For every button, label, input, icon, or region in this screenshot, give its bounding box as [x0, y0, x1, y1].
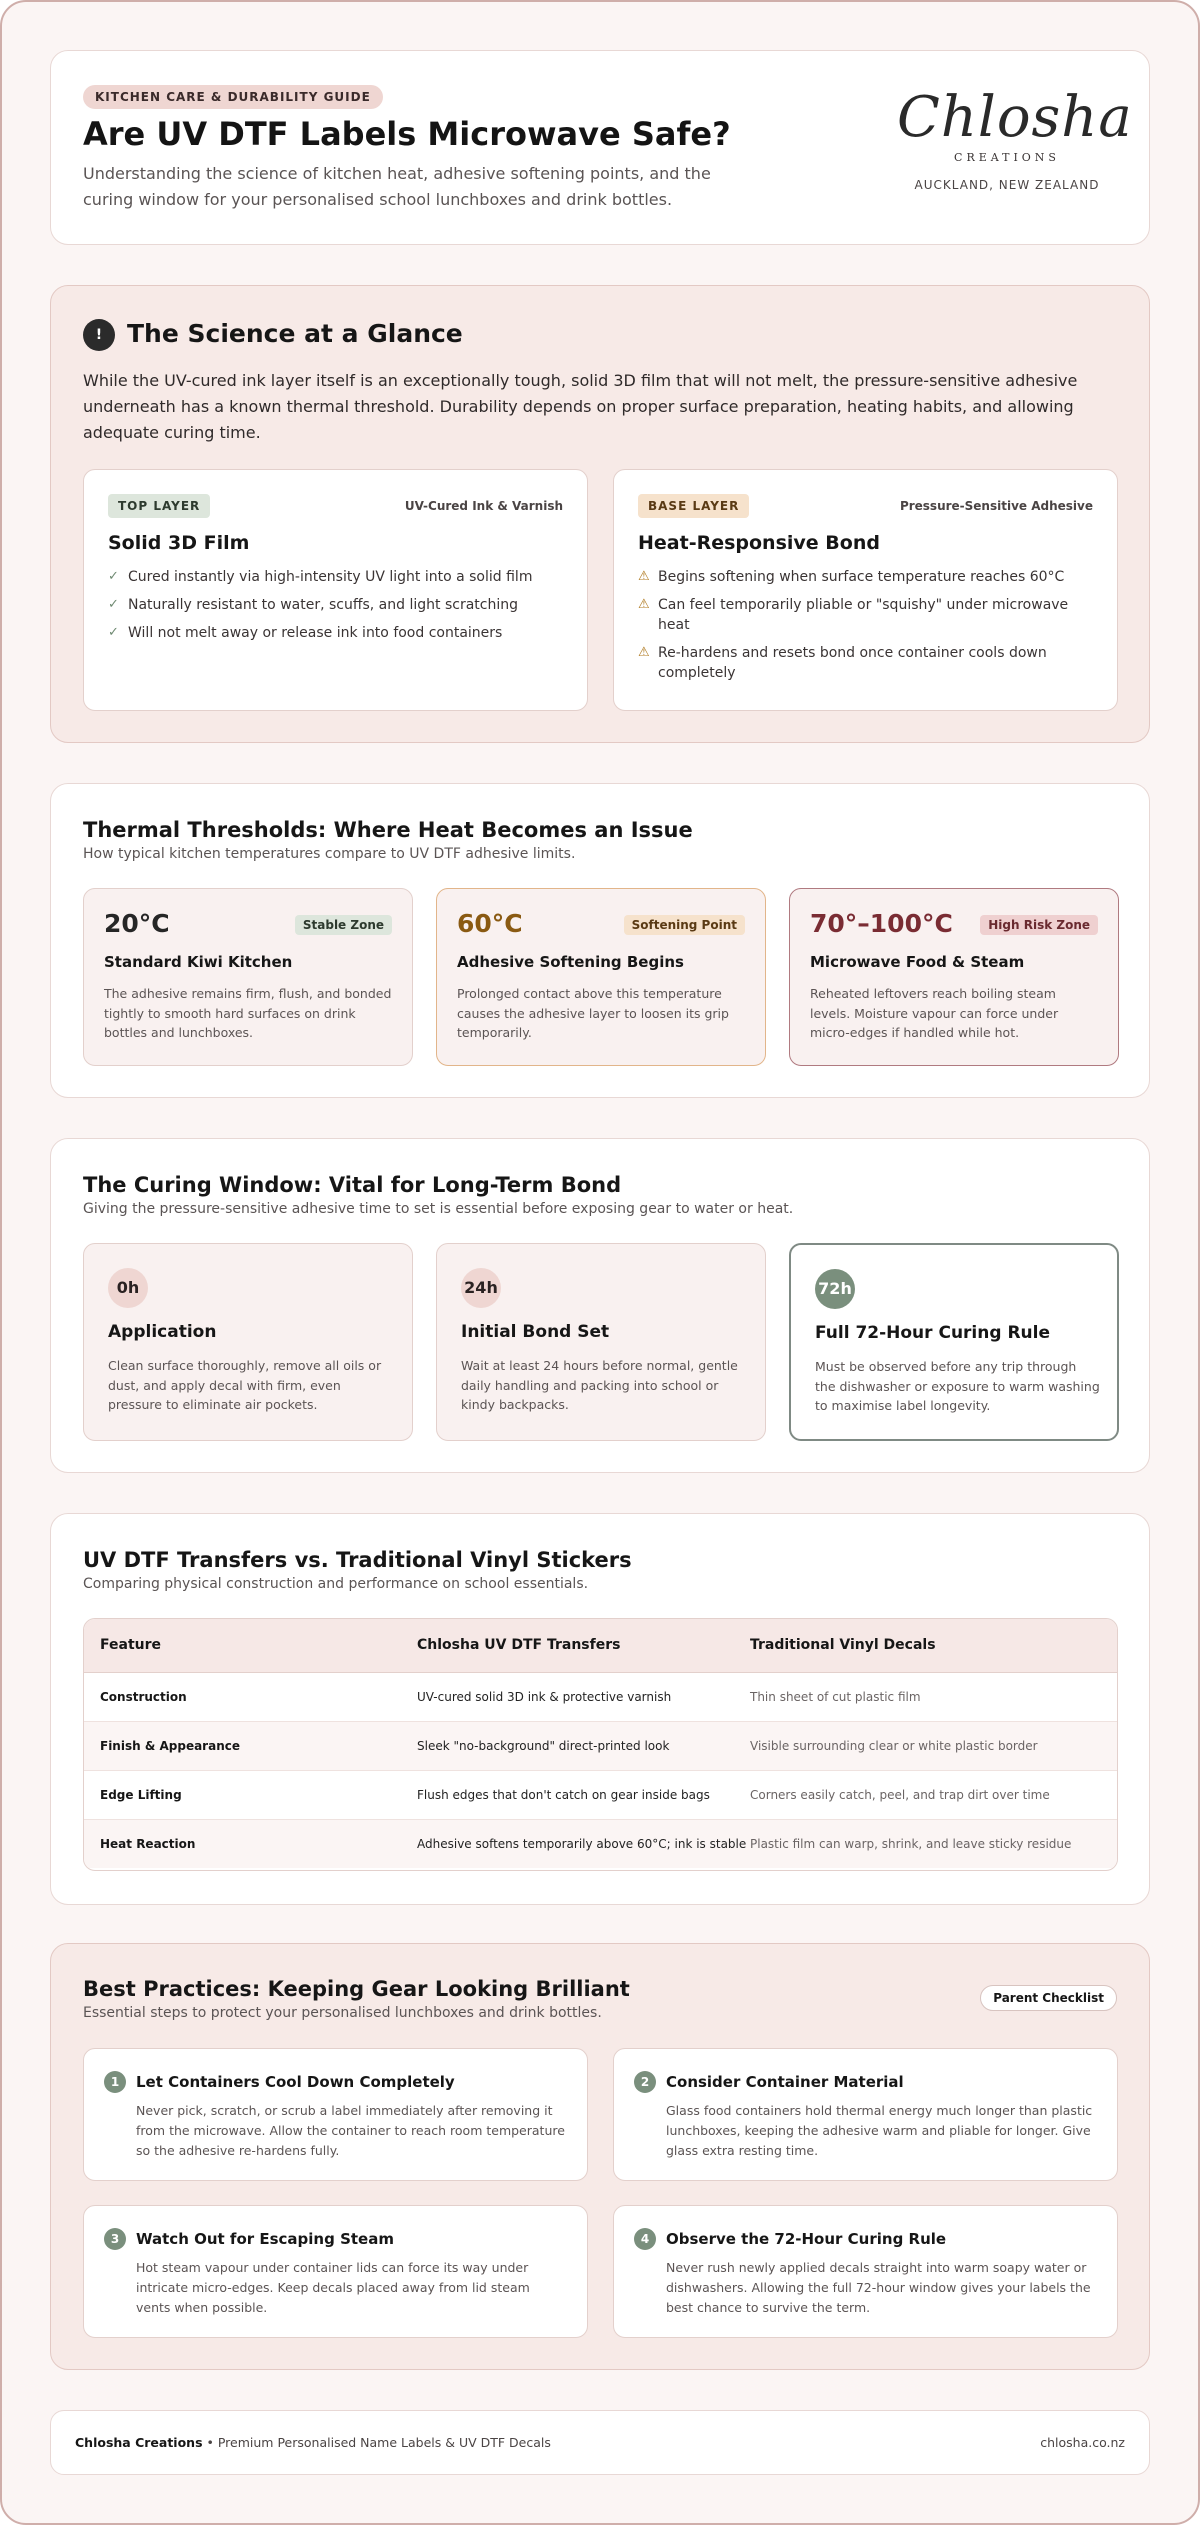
check-icon: ✓ [108, 625, 119, 640]
table-header-row [84, 1619, 1117, 1672]
footer-panel [50, 2410, 1150, 2475]
uvdtf-cell: UV-cured solid 3D ink & protective varnish [417, 1672, 750, 1721]
step-title: Initial Bond Set [461, 1322, 610, 1342]
step-tag: 72h [815, 1269, 855, 1309]
step-title: Application [108, 1322, 217, 1342]
temp-value: 20°C [104, 909, 170, 938]
vinyl-cell: Corners easily catch, peel, and trap dirt over time [750, 1770, 1117, 1819]
practice-title: Watch Out for Escaping Steam [136, 2230, 394, 2248]
curing-title: The Curing Window: Vital for Long-Term Bond [83, 1173, 622, 1197]
uvdtf-cell: Sleek "no-background" direct-printed look [417, 1721, 750, 1770]
page-subtitle: Understanding the science of kitchen heat, adhesive softening points, and the curing window for your personalised school lunchboxes and drink bottles. [83, 164, 711, 209]
practice-text: Hot steam vapour under container lids can force its way under intricate micro-edges. Keep decals placed away from lid steam vents when possible. [136, 2260, 530, 2315]
thermal-card-title: Standard Kiwi Kitchen [104, 953, 293, 971]
top-layer-title: Solid 3D Film [108, 532, 250, 554]
thermal-title: Thermal Thresholds: Where Heat Becomes an Issue [83, 818, 693, 842]
thermal-subtitle: How typical kitchen temperatures compare to UV DTF adhesive limits. [83, 846, 576, 862]
uvdtf-cell: Adhesive softens temporarily above 60°C; ink is stable [417, 1836, 747, 1851]
step-number: 4 [634, 2228, 656, 2250]
page-title: Are UV DTF Labels Microwave Safe? [83, 115, 731, 153]
compare-panel [50, 1513, 1150, 1905]
practice-title: Consider Container Material [666, 2073, 904, 2091]
top-layer-card [83, 469, 588, 711]
header-panel [50, 50, 1150, 245]
table-row [84, 1819, 1117, 1868]
list-item: ✓ Will not melt away or release ink into food containers [108, 625, 503, 641]
table-row [84, 1721, 1117, 1770]
check-icon: ✓ [108, 597, 119, 612]
practice-card-steam [83, 2205, 588, 2338]
footer-bullet: • [206, 2435, 214, 2450]
footer-tagline: Premium Personalised Name Labels & UV DTF Decals [217, 2435, 551, 2450]
practice-card-cool-down [83, 2048, 588, 2181]
curing-step-72h [789, 1243, 1119, 1441]
footer-left [75, 2435, 551, 2450]
thermal-card-text: The adhesive remains firm, flush, and bonded tightly to smooth hard surfaces on drink bottles and lunchboxes. [104, 986, 392, 1040]
warning-icon: ⚠ [638, 645, 650, 660]
footer-brand: Chlosha Creations [75, 2435, 203, 2450]
practice-card-material [613, 2048, 1118, 2181]
top-layer-meta: UV-Cured Ink & Varnish [404, 499, 563, 513]
guide-eyebrow: KITCHEN CARE & DURABILITY GUIDE [83, 85, 383, 109]
practice-text: Never rush newly applied decals straight into warm soapy water or dishwashers. Allowing the full 72-hour window gives your labels the best chance to survive the term. [666, 2260, 1091, 2315]
temp-value: 70°–100°C [810, 909, 953, 938]
vinyl-cell: Plastic film can warp, shrink, and leave sticky residue [750, 1836, 1072, 1851]
thermal-card-text: Reheated leftovers reach boiling steam levels. Moisture vapour can force under micro-edges if handled while hot. [810, 986, 1059, 1040]
warning-icon: ⚠ [638, 597, 650, 612]
compare-title: UV DTF Transfers vs. Traditional Vinyl Stickers [83, 1548, 632, 1572]
curing-subtitle: Giving the pressure-sensitive adhesive time to set is essential before exposing gear to water or heat. [83, 1201, 794, 1217]
practices-subtitle: Essential steps to protect your personalised lunchboxes and drink bottles. [83, 2005, 602, 2021]
practices-panel [50, 1943, 1150, 2370]
top-layer-list [108, 567, 568, 651]
step-tag: 24h [461, 1268, 501, 1308]
step-number: 1 [104, 2071, 126, 2093]
column-header: Traditional Vinyl Decals [750, 1619, 1117, 1672]
list-item: ✓ Cured instantly via high-intensity UV light into a solid film [108, 569, 533, 585]
column-header: Feature [84, 1619, 417, 1672]
practice-card-curing-rule [613, 2205, 1118, 2338]
step-text: Wait at least 24 hours before normal, gentle daily handling and packing into school or kindy backpacks. [461, 1358, 738, 1412]
curing-panel [50, 1138, 1150, 1473]
thermal-card-high-risk [789, 888, 1119, 1066]
science-intro: While the UV-cured ink layer itself is an exceptionally tough, solid 3D film that will not melt, the pressure-sensitive adhesive underneath has a known thermal threshold. Durability depends on proper surface preparation, heating habits, and allowing adequate curing time. [83, 371, 1078, 442]
alert-icon: ! [83, 319, 115, 351]
check-icon: ✓ [108, 569, 119, 584]
stable-zone-badge: Stable Zone [295, 915, 392, 935]
parent-checklist-badge: Parent Checklist [980, 1985, 1117, 2011]
comparison-table [83, 1618, 1118, 1871]
feature-cell: Heat Reaction [100, 1836, 196, 1851]
temp-value: 60°C [457, 909, 523, 938]
vinyl-cell: Thin sheet of cut plastic film [750, 1672, 1117, 1721]
list-item: ✓ Naturally resistant to water, scuffs, and light scratching [108, 597, 518, 613]
brand-location: AUCKLAND, NEW ZEALAND [914, 178, 1100, 192]
thermal-card-title: Adhesive Softening Begins [457, 953, 684, 971]
feature-cell: Finish & Appearance [84, 1721, 417, 1770]
brand-script: Chlosha [897, 85, 1133, 150]
thermal-card-text: Prolonged contact above this temperature causes the adhesive layer to loosen its grip temporarily. [457, 986, 729, 1040]
table-row [84, 1770, 1117, 1819]
step-number: 3 [104, 2228, 126, 2250]
thermal-card-softening [436, 888, 766, 1066]
curing-step-initial-bond [436, 1243, 766, 1441]
step-title: Full 72-Hour Curing Rule [815, 1323, 1050, 1343]
base-layer-title: Heat-Responsive Bond [638, 532, 880, 554]
base-layer-list [638, 567, 1098, 691]
uvdtf-cell: Flush edges that don't catch on gear inside bags [417, 1770, 750, 1819]
vinyl-cell: Visible surrounding clear or white plastic border [750, 1721, 1117, 1770]
step-text: Must be observed before any trip through the dishwasher or exposure to warm washing to maximise label longevity. [815, 1359, 1100, 1413]
warning-icon: ⚠ [638, 569, 650, 584]
brand-word: CREATIONS [954, 151, 1060, 164]
practice-title: Let Containers Cool Down Completely [136, 2073, 455, 2091]
base-layer-meta: Pressure-Sensitive Adhesive [899, 499, 1093, 513]
list-item: ⚠ Can feel temporarily pliable or "squishy" under microwave heat [638, 597, 1069, 633]
compare-subtitle: Comparing physical construction and performance on school essentials. [83, 1576, 589, 1592]
brand-logo [897, 85, 1133, 192]
science-title: The Science at a Glance [127, 319, 463, 348]
feature-cell: Construction [84, 1672, 417, 1721]
curing-step-application [83, 1243, 413, 1441]
thermal-card-stable [83, 888, 413, 1066]
column-header: Chlosha UV DTF Transfers [417, 1619, 750, 1672]
science-panel [50, 285, 1150, 743]
base-layer-card [613, 469, 1118, 711]
base-layer-pill: BASE LAYER [638, 494, 749, 518]
softening-point-badge: Softening Point [624, 915, 745, 935]
step-tag: 0h [108, 1268, 148, 1308]
practices-title: Best Practices: Keeping Gear Looking Brilliant [83, 1977, 630, 2001]
list-item: ⚠ Re-hardens and resets bond once container cools down completely [638, 645, 1047, 681]
practice-title: Observe the 72-Hour Curing Rule [666, 2230, 947, 2248]
step-number: 2 [634, 2071, 656, 2093]
table-row [84, 1672, 1117, 1721]
thermal-panel [50, 783, 1150, 1098]
list-item: ⚠ Begins softening when surface temperature reaches 60°C [638, 569, 1065, 585]
top-layer-pill: TOP LAYER [108, 494, 210, 518]
step-text: Clean surface thoroughly, remove all oils or dust, and apply decal with firm, even pressure to eliminate air pockets. [108, 1358, 382, 1412]
footer-site-link[interactable]: chlosha.co.nz [1040, 2435, 1125, 2450]
practice-text: Never pick, scratch, or scrub a label immediately after removing it from the microwave. Allow the container to reach room temperature so the adhesive re-hardens fully. [136, 2103, 565, 2158]
high-risk-badge: High Risk Zone [980, 915, 1098, 935]
practice-text: Glass food containers hold thermal energy much longer than plastic lunchboxes, keeping the adhesive warm and pliable for longer. Give glass extra resting time. [666, 2103, 1093, 2158]
feature-cell: Edge Lifting [84, 1770, 417, 1819]
thermal-card-title: Microwave Food & Steam [810, 953, 1025, 971]
